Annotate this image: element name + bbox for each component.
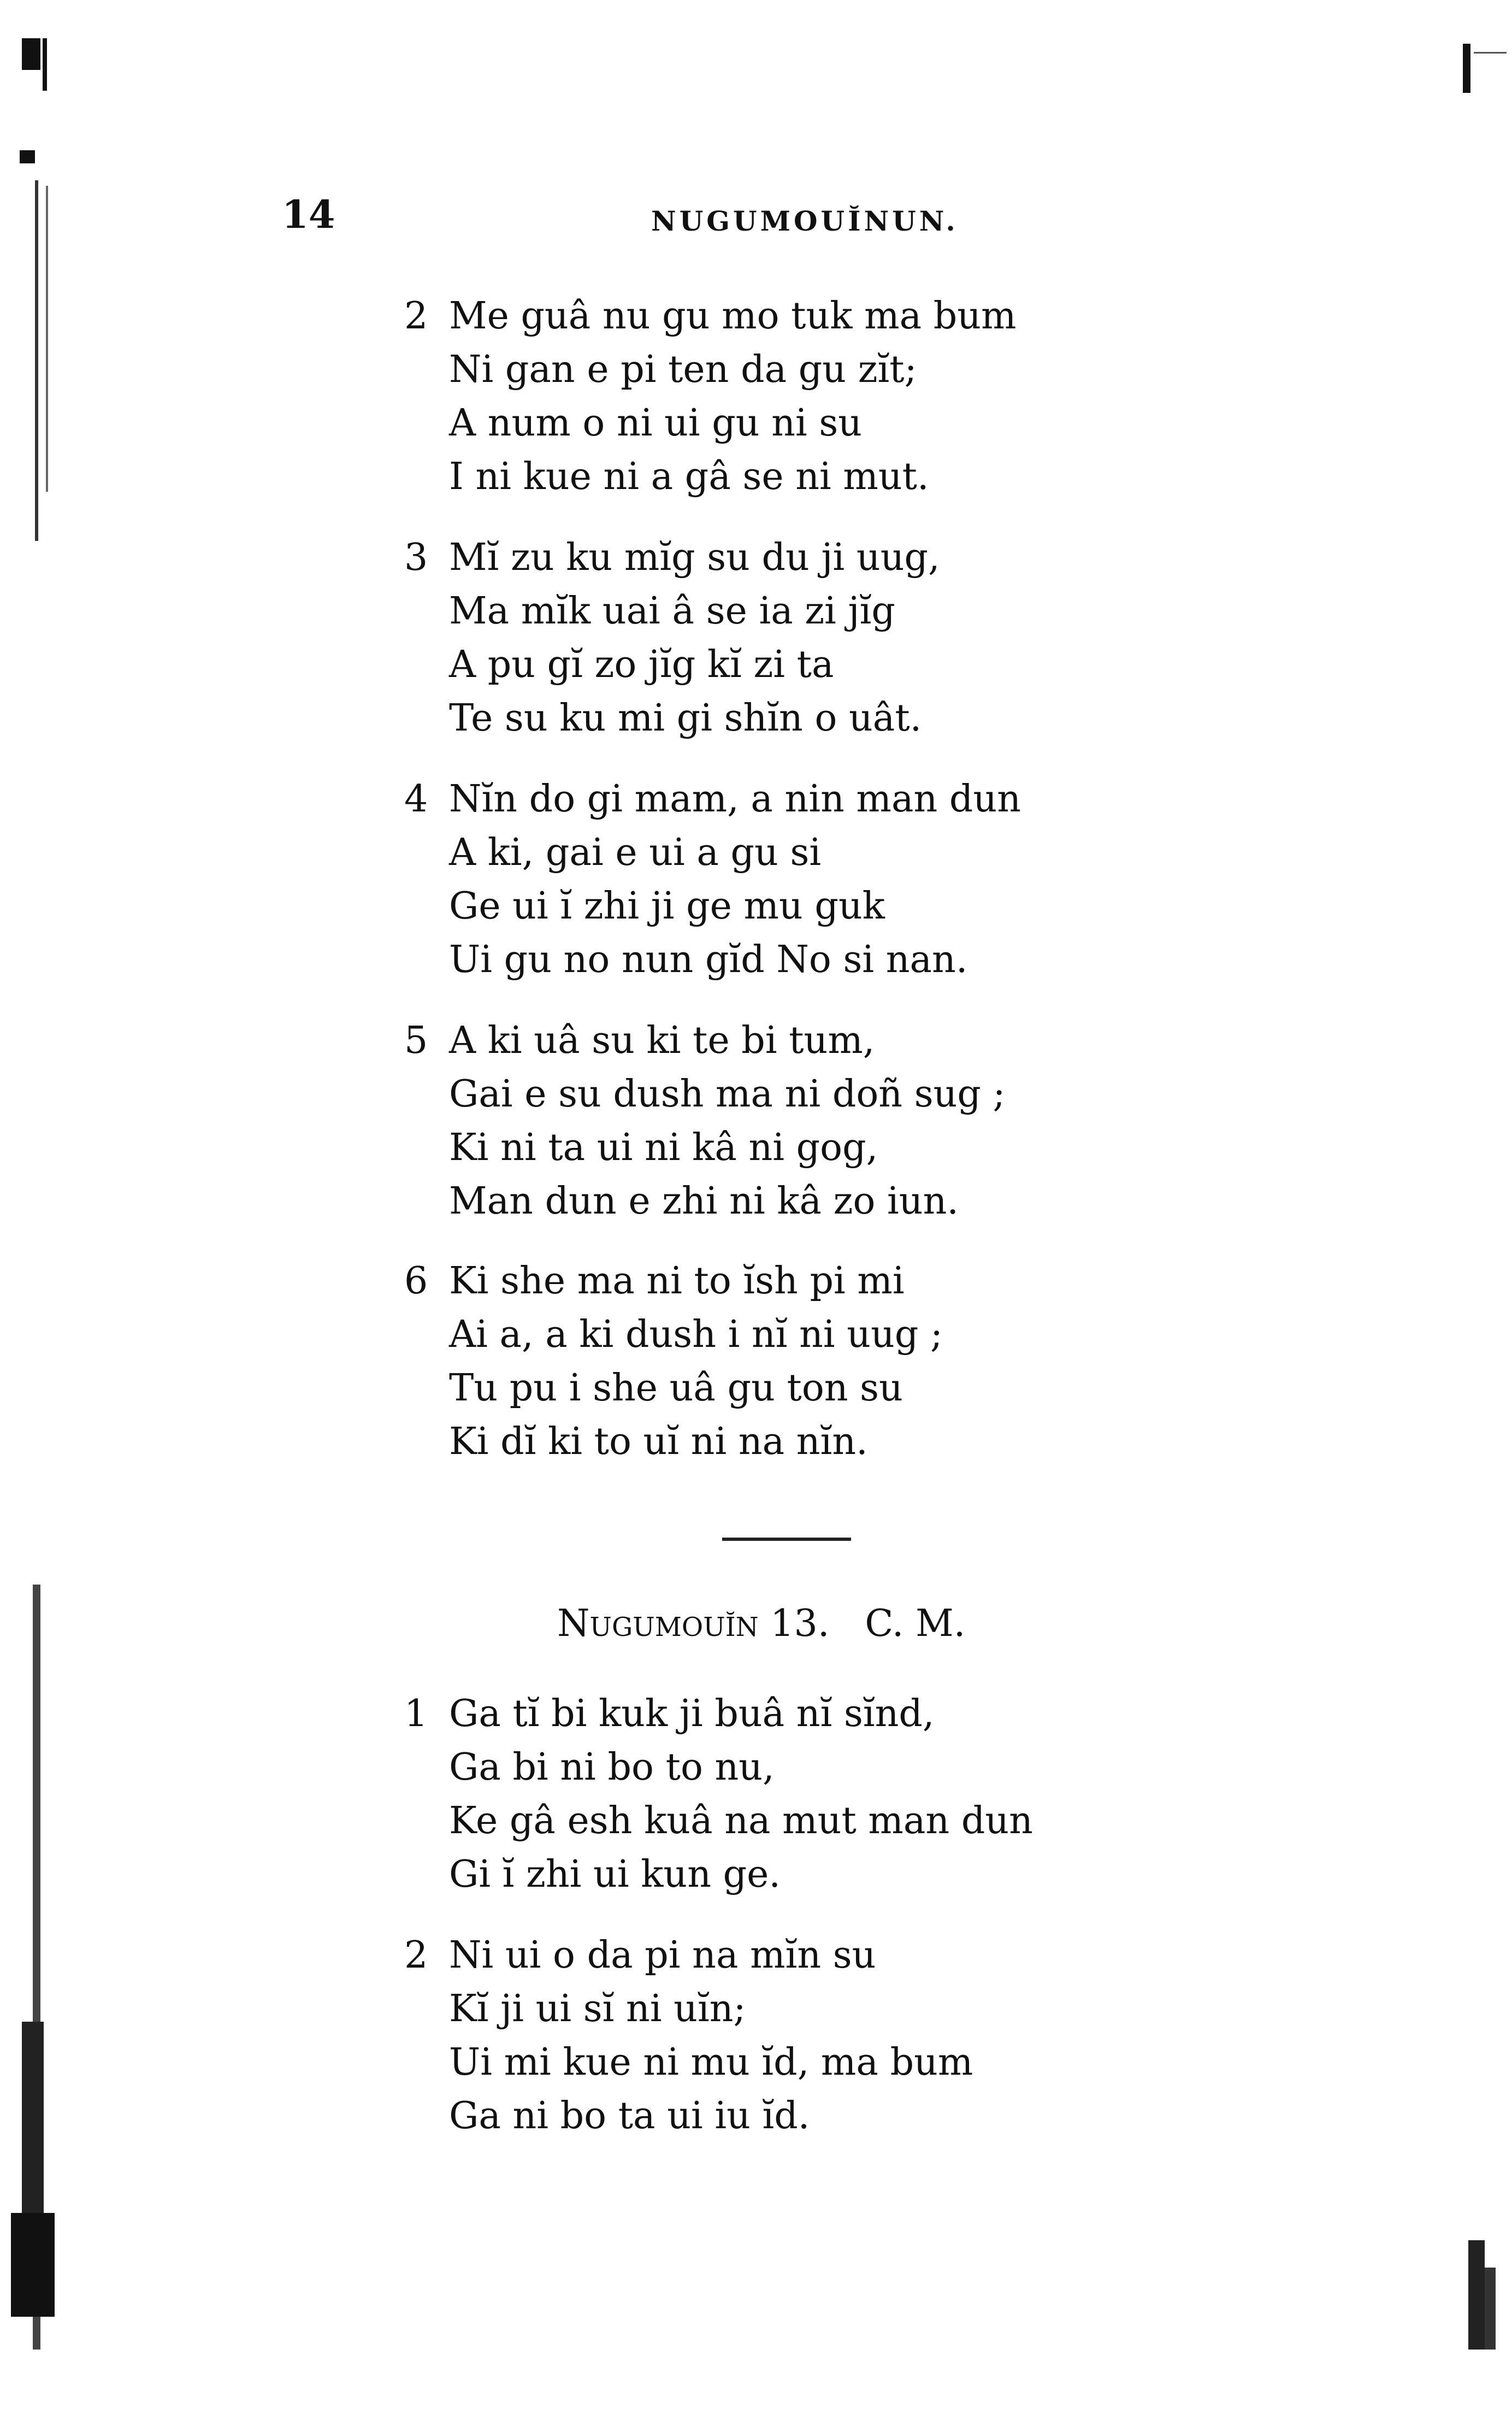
stanza-line: [404, 1929, 1442, 1982]
verse-line: Te su ku mi gi shĭn o uât.: [449, 697, 922, 740]
verse-line: Ga tĭ bi kuk ji buâ nĭ sĭnd,: [449, 1692, 935, 1735]
hymn-title-number: 13.: [770, 1602, 830, 1645]
stanza-line: [404, 1687, 1442, 1741]
stanza-line: [404, 1415, 1442, 1469]
stanza-line: [404, 531, 1442, 585]
verse-line: Ni ui o da pi na mĭn su: [449, 1934, 876, 1977]
stanza-line: [404, 397, 1442, 450]
hymn13-stanza-1: [404, 1687, 1442, 1901]
stanza-2: [404, 290, 1442, 504]
hymn-title-meter: C. M.: [865, 1602, 966, 1645]
verse-line: A num o ni ui gu ni su: [449, 402, 863, 445]
verse-line: Ga bi ni bo to nu,: [449, 1746, 775, 1789]
stanza-line: [404, 1741, 1442, 1794]
verse-line: Ke gâ esh kuâ na mut man dun: [449, 1799, 1033, 1842]
stanza-line: [404, 880, 1442, 933]
stanza-line: [404, 638, 1442, 692]
left-page-edge: [0, 0, 82, 2414]
verse-line: Gi ĭ zhi ui kun ge.: [449, 1853, 781, 1896]
verse-line: Ge ui ĭ zhi ji ge mu guk: [449, 885, 885, 928]
stanza-line: [404, 1794, 1442, 1848]
verse-line: Ui gu no nun gĭd No si nan.: [449, 938, 968, 981]
verse-line: A ki uâ su ki te bi tum,: [449, 1019, 875, 1062]
stanza-line: [404, 1255, 1442, 1308]
stanza-line: [404, 1068, 1442, 1121]
verse-line: Kĭ ji ui sĭ ni uĭn;: [449, 1987, 746, 2030]
stanza-line: [404, 1362, 1442, 1415]
verse-line: A pu gĭ zo jĭg kĭ zi ta: [449, 643, 834, 686]
stanza-line: [404, 1175, 1442, 1228]
verse-line: Gai e su dush ma ni doñ sug ;: [449, 1073, 1006, 1116]
stanza-line: [404, 692, 1442, 745]
stanza-line: [404, 1848, 1442, 1901]
stanza-line: [404, 933, 1442, 987]
verse-line: I ni kue ni a gâ se ni mut.: [449, 455, 929, 498]
stanza-number: 4: [404, 778, 428, 821]
stanza-number: 2: [404, 1934, 428, 1977]
stanza-line: [404, 1308, 1442, 1362]
stanza-line: [404, 773, 1442, 826]
verse-line: Nĭn do gi mam, a nin man dun: [449, 778, 1021, 821]
stanza-line: [404, 290, 1442, 343]
verse-line: Man dun e zhi ni kâ zo iun.: [449, 1180, 959, 1223]
verse-line: Ga ni bo ta ui iu ĭd.: [449, 2094, 810, 2138]
stanza-line: [404, 1982, 1442, 2036]
hymn-title-word: Nugumouĭn: [557, 1602, 759, 1645]
stanza-number: 1: [404, 1692, 428, 1735]
hymn-title: [557, 1602, 966, 1645]
stanza-number: 6: [404, 1259, 428, 1303]
stanza-6: [404, 1255, 1442, 1469]
stanza-line: [404, 1121, 1442, 1175]
hymn13-stanza-2: [404, 1929, 1442, 2143]
stanza-line: [404, 826, 1442, 880]
verse-line: Me guâ nu gu mo tuk ma bum: [449, 295, 1017, 338]
verse-line: Ai a, a ki dush i nĭ ni uug ;: [449, 1313, 943, 1356]
verse-line: Mĭ zu ku mĭg su du ji uug,: [449, 536, 940, 579]
verse-line: Ni gan e pi ten da gu zĭt;: [449, 348, 917, 391]
verse-line: Ma mĭk uai â se ia zi jĭg: [449, 590, 895, 633]
verse-line: Tu pu i she uâ gu ton su: [449, 1367, 903, 1410]
stanza-number: 5: [404, 1019, 428, 1062]
section-separator: [722, 1538, 851, 1541]
verse-line: A ki, gai e ui a gu si: [449, 831, 822, 874]
verse-line: Ki dĭ ki to uĭ ni na nĭn.: [449, 1420, 868, 1463]
stanza-line: [404, 585, 1442, 638]
stanza-number: 2: [404, 295, 428, 338]
stanza-line: [404, 1014, 1442, 1068]
stanza-3: [404, 531, 1442, 745]
page-number: 14: [282, 192, 335, 237]
verse-line: Ki ni ta ui ni kâ ni gog,: [449, 1126, 878, 1169]
verse-line: Ki she ma ni to ĭsh pi mi: [449, 1259, 905, 1303]
stanza-line: [404, 343, 1442, 397]
verse-line: Ui mi kue ni mu ĭd, ma bum: [449, 2041, 973, 2084]
running-head: NUGUMOUĬNUN.: [651, 205, 959, 237]
stanza-5: [404, 1014, 1442, 1228]
stanza-line: [404, 450, 1442, 504]
stanza-4: [404, 773, 1442, 987]
stanza-number: 3: [404, 536, 428, 579]
stanza-line: [404, 2036, 1442, 2089]
stanza-line: [404, 2089, 1442, 2143]
